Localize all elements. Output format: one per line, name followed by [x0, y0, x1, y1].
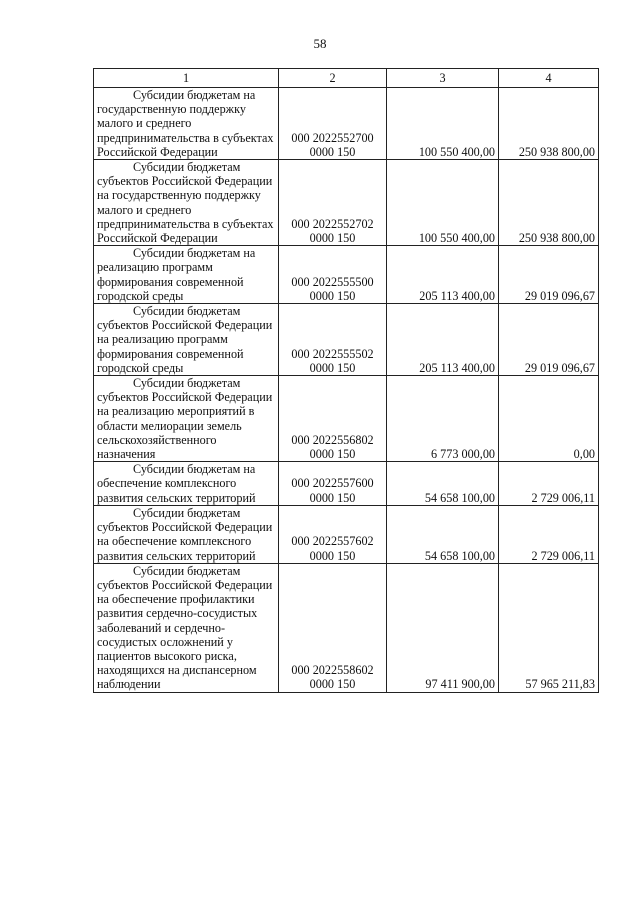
- row-name-cell: [94, 246, 279, 304]
- row-code: 000 2022555500 0000 150: [279, 246, 387, 304]
- row-value-col4: 29 019 096,67: [499, 304, 599, 376]
- row-value-col4: 2 729 006,11: [499, 462, 599, 506]
- row-name: Субсидии бюджетам субъектов Российской Федерации на реализацию программ формирования современной городской среды: [97, 304, 273, 375]
- row-value-col3: 6 773 000,00: [387, 376, 499, 462]
- row-value-col3: 100 550 400,00: [387, 160, 499, 246]
- table-row: [94, 462, 599, 506]
- table-row: [94, 505, 599, 563]
- row-name-cell: [94, 160, 279, 246]
- table-row: [94, 304, 599, 376]
- column-header-2: 2: [279, 69, 387, 88]
- row-name-cell: [94, 376, 279, 462]
- row-value-col3: 100 550 400,00: [387, 88, 499, 160]
- row-code: 000 2022557600 0000 150: [279, 462, 387, 506]
- row-value-col4: 250 938 800,00: [499, 88, 599, 160]
- row-value-col3: 205 113 400,00: [387, 246, 499, 304]
- budget-table: [93, 68, 599, 693]
- row-name: Субсидии бюджетам субъектов Российской Федерации на реализацию мероприятий в области мелиорации земель сельскохозяйственного назначения: [97, 376, 273, 462]
- row-value-col4: 250 938 800,00: [499, 160, 599, 246]
- row-code: 000 2022557602 0000 150: [279, 505, 387, 563]
- row-code: 000 2022552700 0000 150: [279, 88, 387, 160]
- row-name: Субсидии бюджетам субъектов Российской Федерации на обеспечение профилактики развития сердечно-сосудистых заболеваний и сердечно-сосудистых осложнений у пациентов высокого риска, находящихся на диспансерном наблюдении: [97, 563, 273, 692]
- row-code: 000 2022555502 0000 150: [279, 304, 387, 376]
- column-header-1: 1: [94, 69, 279, 88]
- row-name: Субсидии бюджетам субъектов Российской Федерации на государственную поддержку малого и среднего предпринимательства в субъектах Российской Федерации: [97, 160, 274, 246]
- table-row: [94, 246, 599, 304]
- row-value-col4: 0,00: [499, 376, 599, 462]
- column-header-3: 3: [387, 69, 499, 88]
- row-name: Субсидии бюджетам на государственную поддержку малого и среднего предпринимательства в субъектах Российской Федерации: [97, 88, 274, 159]
- row-name: Субсидии бюджетам на обеспечение комплексного развития сельских территорий: [97, 462, 256, 505]
- row-value-col3: 54 658 100,00: [387, 462, 499, 506]
- row-name-cell: [94, 505, 279, 563]
- row-value-col4: 57 965 211,83: [499, 563, 599, 692]
- row-name-cell: [94, 88, 279, 160]
- row-code: 000 2022552702 0000 150: [279, 160, 387, 246]
- row-value-col3: 97 411 900,00: [387, 563, 499, 692]
- row-value-col3: 205 113 400,00: [387, 304, 499, 376]
- row-name-cell: [94, 462, 279, 506]
- row-code: 000 2022556802 0000 150: [279, 376, 387, 462]
- row-name-cell: [94, 304, 279, 376]
- row-value-col4: 29 019 096,67: [499, 246, 599, 304]
- row-value-col3: 54 658 100,00: [387, 505, 499, 563]
- table-row: [94, 88, 599, 160]
- table-row: [94, 160, 599, 246]
- row-name-cell: [94, 563, 279, 692]
- row-name: Субсидии бюджетам на реализацию программ формирования современной городской среды: [97, 246, 256, 303]
- row-value-col4: 2 729 006,11: [499, 505, 599, 563]
- table-header-row: [94, 69, 599, 88]
- column-header-4: 4: [499, 69, 599, 88]
- page-number: 58: [313, 36, 327, 51]
- table-row: [94, 563, 599, 692]
- table-row: [94, 376, 599, 462]
- row-name: Субсидии бюджетам субъектов Российской Федерации на обеспечение комплексного развития сельских территорий: [97, 505, 273, 563]
- row-code: 000 2022558602 0000 150: [279, 563, 387, 692]
